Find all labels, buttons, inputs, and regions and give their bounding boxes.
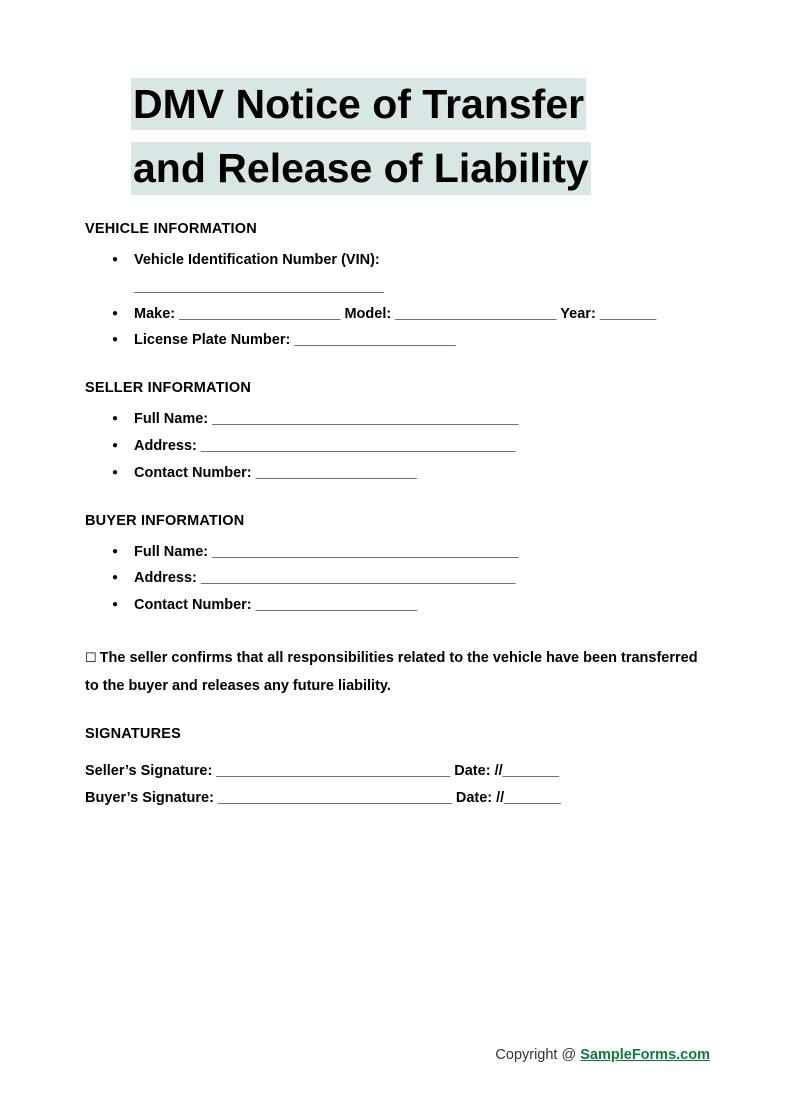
buyer-full-name-blank[interactable]: ______________________________________ — [212, 543, 519, 560]
buyer-info-list — [0, 539, 800, 619]
signature-row-seller — [85, 758, 800, 785]
list-item-buyer-address — [112, 565, 800, 592]
seller-contact-label: Contact Number: — [134, 464, 252, 481]
seller-address-label: Address: — [134, 438, 197, 454]
section-heading-seller: SELLER INFORMATION — [85, 380, 252, 397]
footer — [0, 1047, 800, 1063]
vehicle-info-list — [0, 247, 800, 354]
seller-date-blank[interactable]: //_______ — [494, 763, 560, 780]
year-label: Year: — [560, 305, 596, 322]
vin-blank[interactable]: _______________________________ — [134, 278, 384, 295]
buyer-signature-label: Buyer’s Signature: — [85, 789, 214, 806]
document-page — [0, 78, 800, 1111]
license-plate-blank[interactable]: ____________________ — [294, 332, 456, 349]
vin-label: Vehicle Identification Number (VIN): — [134, 251, 380, 268]
confirmation-text: The seller confirms that all responsibilities related to the vehicle have been transferred to the buyer and releases any future liability. — [85, 650, 698, 694]
title-line-1: DMV Notice of Transfer — [131, 78, 586, 130]
title-line-2: and Release of Liability — [131, 142, 591, 194]
signature-block — [85, 758, 800, 812]
seller-signature-label: Seller’s Signature: — [85, 763, 213, 780]
copyright-text: Copyright @ — [495, 1047, 577, 1063]
license-plate-label: License Plate Number: — [134, 332, 291, 349]
buyer-date-label: Date: — [455, 789, 493, 806]
buyer-address-label: Address: — [134, 570, 197, 587]
list-item-seller-contact-number — [112, 460, 800, 487]
section-heading-signatures: SIGNATURES — [85, 726, 181, 743]
list-item-buyer-full-name — [112, 539, 800, 566]
seller-full-name-label: Full Name: — [134, 411, 209, 428]
buyer-signature-blank[interactable]: _____________________________ — [217, 789, 452, 806]
list-item-buyer-contact-number — [112, 592, 800, 619]
confirmation-checkbox[interactable]: ☐ — [85, 650, 97, 666]
seller-address-blank[interactable]: _______________________________________ — [200, 438, 516, 454]
list-item-seller-address — [112, 433, 800, 460]
model-label: Model: — [344, 305, 392, 322]
make-label: Make: — [134, 305, 176, 322]
seller-full-name-blank[interactable]: ______________________________________ — [212, 411, 519, 428]
sampleforms-link[interactable]: SampleForms.com — [580, 1047, 710, 1063]
model-blank[interactable]: ____________________ — [395, 305, 557, 322]
buyer-full-name-label: Full Name: — [134, 543, 209, 560]
buyer-contact-label: Contact Number: — [134, 597, 252, 614]
section-heading-vehicle: VEHICLE INFORMATION — [85, 220, 257, 237]
make-blank[interactable]: ____________________ — [179, 305, 341, 322]
year-blank[interactable]: _______ — [599, 305, 657, 322]
seller-date-label: Date: — [454, 763, 491, 780]
buyer-address-blank[interactable]: _______________________________________ — [200, 570, 516, 587]
list-item-vin — [112, 247, 800, 301]
list-item-make-model-year — [112, 301, 800, 328]
document-title — [0, 78, 800, 195]
seller-info-list — [0, 406, 800, 486]
list-item-license-plate — [112, 327, 800, 354]
list-item-seller-full-name — [112, 406, 800, 433]
seller-signature-blank[interactable]: _____________________________ — [216, 763, 451, 780]
liability-confirmation-statement — [85, 645, 705, 700]
seller-contact-blank[interactable]: ____________________ — [255, 464, 417, 481]
section-heading-buyer: BUYER INFORMATION — [85, 512, 245, 529]
buyer-contact-blank[interactable]: ____________________ — [255, 597, 417, 614]
signature-row-buyer — [85, 785, 800, 812]
buyer-date-blank[interactable]: //_______ — [496, 789, 561, 806]
